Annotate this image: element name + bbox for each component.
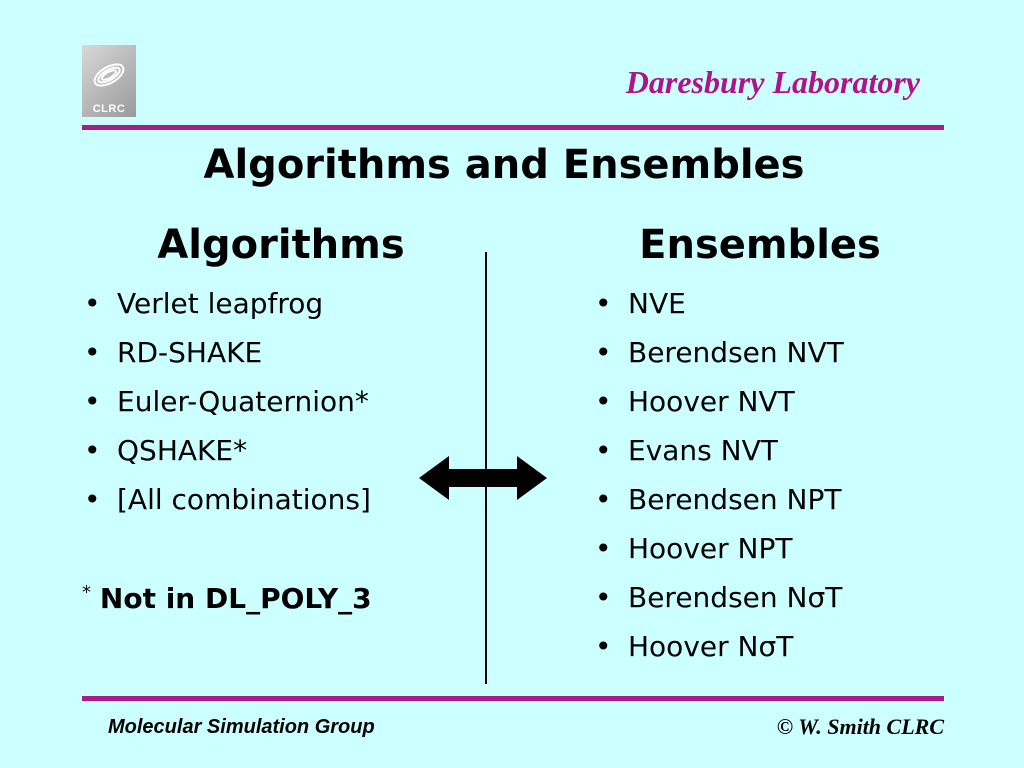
footnote-marker: *: [82, 582, 91, 603]
ensembles-heading: Ensembles: [639, 222, 881, 268]
list-item: [84, 475, 371, 524]
bullet: •: [595, 385, 612, 418]
bullet: •: [84, 483, 101, 516]
bullet: •: [84, 385, 101, 418]
footer-copyright: © W. Smith CLRC: [776, 714, 944, 739]
list-item: [84, 279, 371, 328]
bullet: •: [84, 434, 101, 467]
swirl-icon: [82, 45, 136, 101]
list-item: [595, 475, 844, 524]
bullet: •: [595, 336, 612, 369]
list-item: [595, 622, 844, 671]
slide-title: Algorithms and Ensembles: [203, 142, 805, 188]
lab-name: Daresbury Laboratory: [625, 64, 920, 100]
ensemble-label: Berendsen NPT: [628, 483, 842, 516]
list-item: [84, 377, 371, 426]
header-rule: [82, 125, 944, 130]
bullet: •: [595, 434, 612, 467]
bullet: •: [595, 581, 612, 614]
list-item: [84, 426, 371, 475]
ensemble-label: Berendsen NVT: [628, 336, 844, 369]
bullet: •: [84, 287, 101, 320]
logo-text: CLRC: [92, 103, 126, 115]
algorithm-label: QSHAKE*: [117, 434, 248, 467]
algorithm-label: Euler-Quaternion*: [117, 385, 369, 418]
double-arrow-icon: [419, 456, 547, 500]
list-item: [595, 426, 844, 475]
ensemble-label: Berendsen NσT: [628, 581, 843, 614]
footer-rule: [82, 696, 944, 701]
ensemble-label: Hoover NσT: [628, 630, 794, 663]
ensembles-list: [595, 279, 844, 671]
list-item: [595, 377, 844, 426]
algorithm-label: RD-SHAKE: [117, 336, 263, 369]
footnote-text: Not in DL_POLY_3: [99, 582, 372, 615]
bullet: •: [595, 532, 612, 565]
footnote: [82, 574, 372, 623]
ensemble-label: Hoover NPT: [628, 532, 793, 565]
clrc-logo: [82, 45, 136, 117]
bullet: •: [84, 336, 101, 369]
bullet: •: [595, 483, 612, 516]
footer-group: Molecular Simulation Group: [108, 716, 375, 738]
ensemble-label: NVE: [628, 287, 686, 320]
list-item: [595, 279, 844, 328]
ensemble-label: Hoover NVT: [628, 385, 795, 418]
list-item: [595, 573, 844, 622]
list-item: [595, 328, 844, 377]
list-item: [595, 524, 844, 573]
algorithms-heading: Algorithms: [157, 222, 405, 268]
ensemble-label: Evans NVT: [628, 434, 778, 467]
bullet: •: [595, 630, 612, 663]
algorithm-label: [All combinations]: [117, 483, 371, 516]
algorithms-list: [84, 279, 371, 524]
bullet: •: [595, 287, 612, 320]
algorithm-label: Verlet leapfrog: [117, 287, 324, 320]
list-item: [84, 328, 371, 377]
